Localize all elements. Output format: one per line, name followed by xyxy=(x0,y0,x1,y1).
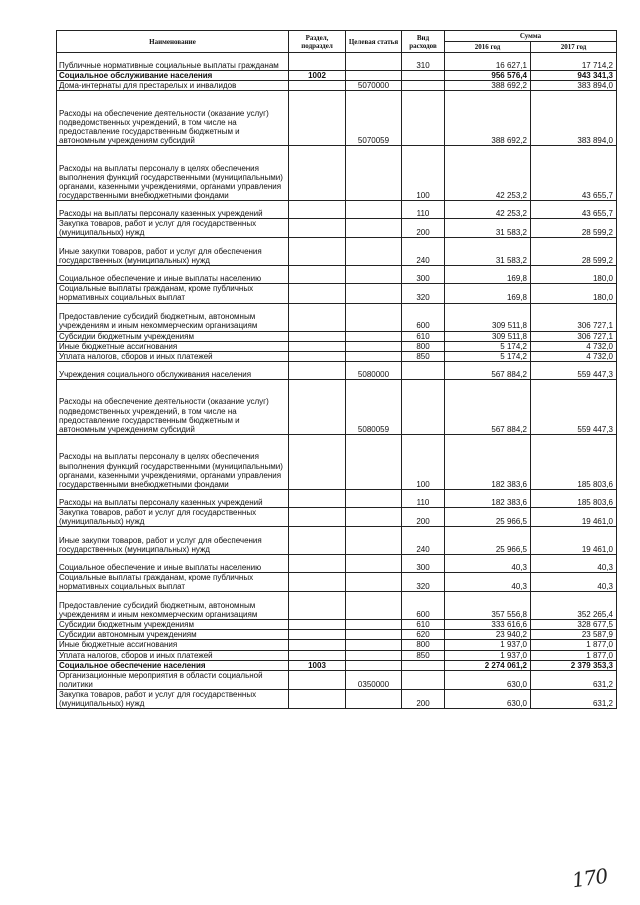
cell-name: Иные закупки товаров, работ и услуг для обеспечения государственных (муниципальных) нужд xyxy=(57,527,289,555)
cell-exp: 300 xyxy=(402,555,445,573)
cell-name: Закупка товаров, работ и услуг для государственных (муниципальных) нужд xyxy=(57,507,289,526)
table-row xyxy=(57,71,617,81)
cell-v1: 630,0 xyxy=(445,670,531,689)
table-row xyxy=(57,341,617,351)
cell-exp: 110 xyxy=(402,489,445,507)
cell-name: Закупка товаров, работ и услуг для государственных (муниципальных) нужд xyxy=(57,689,289,708)
cell-v2: 4 732,0 xyxy=(531,351,617,361)
table-row xyxy=(57,689,617,708)
cell-v2: 19 461,0 xyxy=(531,507,617,526)
cell-sec xyxy=(289,351,346,361)
cell-tgt: 5080059 xyxy=(346,379,402,434)
cell-v2: 40,3 xyxy=(531,555,617,573)
cell-sec xyxy=(289,434,346,489)
cell-tgt xyxy=(346,434,402,489)
cell-name: Субсидии бюджетным учреждениям xyxy=(57,331,289,341)
cell-v2: 180,0 xyxy=(531,266,617,284)
cell-tgt: 5080000 xyxy=(346,361,402,379)
cell-exp: 200 xyxy=(402,689,445,708)
header-expense: Вид расходов xyxy=(402,31,445,53)
cell-name: Публичные нормативные социальные выплаты гражданам xyxy=(57,53,289,71)
cell-name: Учреждения социального обслуживания населения xyxy=(57,361,289,379)
cell-sec xyxy=(289,303,346,331)
cell-v2: 559 447,3 xyxy=(531,379,617,434)
header-year-2017: 2017 год xyxy=(531,42,617,53)
cell-v1: 5 174,2 xyxy=(445,351,531,361)
cell-v1: 309 511,8 xyxy=(445,303,531,331)
table-body xyxy=(57,53,617,709)
cell-tgt xyxy=(346,592,402,620)
cell-v2: 43 655,7 xyxy=(531,146,617,201)
cell-tgt xyxy=(346,219,402,238)
cell-sec xyxy=(289,238,346,266)
table-row xyxy=(57,527,617,555)
cell-sec xyxy=(289,489,346,507)
cell-name: Социальные выплаты гражданам, кроме публичных нормативных социальных выплат xyxy=(57,284,289,303)
cell-exp: 850 xyxy=(402,351,445,361)
cell-tgt xyxy=(346,660,402,670)
table-row xyxy=(57,592,617,620)
cell-sec xyxy=(289,146,346,201)
cell-tgt xyxy=(346,71,402,81)
cell-v1: 40,3 xyxy=(445,555,531,573)
cell-v1: 567 884,2 xyxy=(445,379,531,434)
budget-document xyxy=(56,30,616,709)
cell-sec: 1002 xyxy=(289,71,346,81)
cell-v2: 185 803,6 xyxy=(531,489,617,507)
cell-tgt xyxy=(346,630,402,640)
cell-v2: 40,3 xyxy=(531,573,617,592)
cell-tgt xyxy=(346,266,402,284)
cell-name: Предоставление субсидий бюджетным, автономным учреждениям и иным некоммерческим организациям xyxy=(57,303,289,331)
cell-name: Расходы на выплаты персоналу казенных учреждений xyxy=(57,201,289,219)
cell-v1: 388 692,2 xyxy=(445,91,531,146)
cell-v1: 956 576,4 xyxy=(445,71,531,81)
cell-sec xyxy=(289,91,346,146)
cell-v2: 631,2 xyxy=(531,689,617,708)
cell-exp: 240 xyxy=(402,527,445,555)
cell-tgt xyxy=(346,573,402,592)
cell-sec xyxy=(289,284,346,303)
cell-v1: 630,0 xyxy=(445,689,531,708)
cell-v1: 182 383,6 xyxy=(445,434,531,489)
cell-exp: 600 xyxy=(402,303,445,331)
cell-exp: 620 xyxy=(402,630,445,640)
table-row xyxy=(57,238,617,266)
table-row xyxy=(57,201,617,219)
cell-v2: 185 803,6 xyxy=(531,434,617,489)
cell-v2: 28 599,2 xyxy=(531,238,617,266)
cell-exp xyxy=(402,670,445,689)
cell-sec xyxy=(289,555,346,573)
cell-v2: 180,0 xyxy=(531,284,617,303)
cell-v2: 19 461,0 xyxy=(531,527,617,555)
header-sum: Сумма xyxy=(445,31,617,42)
header-target: Целевая статья xyxy=(346,31,402,53)
cell-tgt xyxy=(346,507,402,526)
cell-tgt xyxy=(346,303,402,331)
cell-sec xyxy=(289,266,346,284)
cell-exp: 240 xyxy=(402,238,445,266)
table-row xyxy=(57,91,617,146)
cell-exp: 100 xyxy=(402,434,445,489)
cell-exp: 100 xyxy=(402,146,445,201)
cell-exp: 320 xyxy=(402,573,445,592)
cell-name: Уплата налогов, сборов и иных платежей xyxy=(57,351,289,361)
cell-exp: 310 xyxy=(402,53,445,71)
cell-sec xyxy=(289,592,346,620)
table-row xyxy=(57,331,617,341)
page-number: 170 xyxy=(570,863,609,893)
cell-v1: 567 884,2 xyxy=(445,361,531,379)
cell-exp: 200 xyxy=(402,219,445,238)
table-row xyxy=(57,620,617,630)
table-row xyxy=(57,379,617,434)
cell-v1: 42 253,2 xyxy=(445,146,531,201)
cell-tgt xyxy=(346,620,402,630)
table-row xyxy=(57,53,617,71)
cell-sec xyxy=(289,341,346,351)
cell-name: Закупка товаров, работ и услуг для государственных (муниципальных) нужд xyxy=(57,219,289,238)
cell-v1: 31 583,2 xyxy=(445,238,531,266)
table-row xyxy=(57,640,617,650)
cell-v2: 306 727,1 xyxy=(531,303,617,331)
cell-tgt: 5070000 xyxy=(346,81,402,91)
cell-exp xyxy=(402,660,445,670)
cell-tgt: 5070059 xyxy=(346,91,402,146)
table-row xyxy=(57,361,617,379)
cell-v1: 1 937,0 xyxy=(445,650,531,660)
table-row xyxy=(57,573,617,592)
cell-v1: 25 966,5 xyxy=(445,527,531,555)
cell-v2: 4 732,0 xyxy=(531,341,617,351)
cell-name: Расходы на обеспечение деятельности (оказание услуг) подведомственных учреждений, в том числе на предоставление государственным бюджетным и автономным учреждениям субсидий xyxy=(57,91,289,146)
cell-v2: 352 265,4 xyxy=(531,592,617,620)
cell-v1: 388 692,2 xyxy=(445,81,531,91)
cell-sec xyxy=(289,219,346,238)
cell-name: Субсидии бюджетным учреждениям xyxy=(57,620,289,630)
cell-name: Уплата налогов, сборов и иных платежей xyxy=(57,650,289,660)
cell-exp xyxy=(402,91,445,146)
table-row xyxy=(57,434,617,489)
cell-sec xyxy=(289,670,346,689)
cell-name: Организационные мероприятия в области социальной политики xyxy=(57,670,289,689)
cell-v1: 309 511,8 xyxy=(445,331,531,341)
cell-tgt xyxy=(346,640,402,650)
table-row xyxy=(57,146,617,201)
cell-sec xyxy=(289,620,346,630)
cell-v1: 23 940,2 xyxy=(445,630,531,640)
cell-tgt xyxy=(346,201,402,219)
cell-tgt xyxy=(346,689,402,708)
table-row xyxy=(57,303,617,331)
cell-v1: 31 583,2 xyxy=(445,219,531,238)
cell-tgt xyxy=(346,284,402,303)
cell-tgt xyxy=(346,650,402,660)
cell-v1: 169,8 xyxy=(445,284,531,303)
cell-sec xyxy=(289,361,346,379)
table-header xyxy=(57,31,617,53)
cell-sec xyxy=(289,507,346,526)
cell-sec xyxy=(289,81,346,91)
cell-v2: 631,2 xyxy=(531,670,617,689)
table-row xyxy=(57,351,617,361)
cell-tgt xyxy=(346,53,402,71)
cell-name: Иные бюджетные ассигнования xyxy=(57,341,289,351)
header-section: Раздел, подраздел xyxy=(289,31,346,53)
cell-v1: 2 274 061,2 xyxy=(445,660,531,670)
table-row xyxy=(57,219,617,238)
header-year-2016: 2016 год xyxy=(445,42,531,53)
cell-name: Социальное обеспечение населения xyxy=(57,660,289,670)
cell-sec xyxy=(289,630,346,640)
cell-sec xyxy=(289,201,346,219)
cell-name: Социальные выплаты гражданам, кроме публичных нормативных социальных выплат xyxy=(57,573,289,592)
cell-v1: 25 966,5 xyxy=(445,507,531,526)
table-row xyxy=(57,670,617,689)
cell-v2: 1 877,0 xyxy=(531,640,617,650)
cell-v1: 42 253,2 xyxy=(445,201,531,219)
cell-v2: 383 894,0 xyxy=(531,81,617,91)
cell-tgt xyxy=(346,489,402,507)
cell-v2: 17 714,2 xyxy=(531,53,617,71)
cell-exp: 610 xyxy=(402,620,445,630)
cell-v1: 357 556,8 xyxy=(445,592,531,620)
cell-name: Расходы на выплаты персоналу в целях обеспечения выполнения функций государственными (муниципальными) органами, казенными учреждениями, органами управления государственными внебюджетными фондами xyxy=(57,146,289,201)
cell-exp: 320 xyxy=(402,284,445,303)
cell-name: Расходы на выплаты персоналу в целях обеспечения выполнения функций государственными (муниципальными) органами, казенными учреждениями, органами управления государственными внебюджетными фондами xyxy=(57,434,289,489)
table-row xyxy=(57,555,617,573)
cell-name: Социальное обеспечение и иные выплаты населению xyxy=(57,555,289,573)
table-row xyxy=(57,660,617,670)
cell-v2: 1 877,0 xyxy=(531,650,617,660)
cell-v1: 182 383,6 xyxy=(445,489,531,507)
cell-v1: 40,3 xyxy=(445,573,531,592)
cell-v2: 306 727,1 xyxy=(531,331,617,341)
cell-exp: 200 xyxy=(402,507,445,526)
table-row xyxy=(57,507,617,526)
cell-sec: 1003 xyxy=(289,660,346,670)
cell-v2: 383 894,0 xyxy=(531,91,617,146)
cell-name: Иные бюджетные ассигнования xyxy=(57,640,289,650)
cell-exp: 800 xyxy=(402,341,445,351)
cell-tgt xyxy=(346,555,402,573)
cell-sec xyxy=(289,331,346,341)
cell-sec xyxy=(289,53,346,71)
cell-sec xyxy=(289,527,346,555)
cell-exp: 110 xyxy=(402,201,445,219)
cell-v2: 943 341,3 xyxy=(531,71,617,81)
cell-exp xyxy=(402,81,445,91)
cell-v1: 333 616,6 xyxy=(445,620,531,630)
cell-v2: 559 447,3 xyxy=(531,361,617,379)
cell-tgt xyxy=(346,341,402,351)
cell-v1: 169,8 xyxy=(445,266,531,284)
table-row xyxy=(57,284,617,303)
table-row xyxy=(57,630,617,640)
cell-sec xyxy=(289,573,346,592)
table-row xyxy=(57,650,617,660)
cell-name: Социальное обслуживание населения xyxy=(57,71,289,81)
cell-v2: 23 587,9 xyxy=(531,630,617,640)
cell-name: Предоставление субсидий бюджетным, автономным учреждениям и иным некоммерческим организациям xyxy=(57,592,289,620)
cell-exp xyxy=(402,71,445,81)
cell-sec xyxy=(289,640,346,650)
table-row xyxy=(57,81,617,91)
cell-tgt xyxy=(346,238,402,266)
cell-sec xyxy=(289,379,346,434)
cell-exp: 800 xyxy=(402,640,445,650)
cell-name: Иные закупки товаров, работ и услуг для обеспечения государственных (муниципальных) нужд xyxy=(57,238,289,266)
cell-name: Расходы на обеспечение деятельности (оказание услуг) подведомственных учреждений, в том числе на предоставление государственным бюджетным и автономным учреждениям субсидий xyxy=(57,379,289,434)
cell-exp xyxy=(402,361,445,379)
cell-tgt: 0350000 xyxy=(346,670,402,689)
cell-name: Субсидии автономным учреждениям xyxy=(57,630,289,640)
cell-v2: 28 599,2 xyxy=(531,219,617,238)
cell-v2: 328 677,5 xyxy=(531,620,617,630)
cell-tgt xyxy=(346,146,402,201)
cell-tgt xyxy=(346,351,402,361)
cell-name: Расходы на выплаты персоналу казенных учреждений xyxy=(57,489,289,507)
cell-v1: 1 937,0 xyxy=(445,640,531,650)
cell-exp: 850 xyxy=(402,650,445,660)
cell-v2: 2 379 353,3 xyxy=(531,660,617,670)
cell-exp: 300 xyxy=(402,266,445,284)
cell-name: Дома-интернаты для престарелых и инвалидов xyxy=(57,81,289,91)
cell-exp xyxy=(402,379,445,434)
cell-exp: 600 xyxy=(402,592,445,620)
cell-tgt xyxy=(346,331,402,341)
table-row xyxy=(57,266,617,284)
table-row xyxy=(57,489,617,507)
cell-name: Социальное обеспечение и иные выплаты населению xyxy=(57,266,289,284)
cell-v2: 43 655,7 xyxy=(531,201,617,219)
cell-exp: 610 xyxy=(402,331,445,341)
cell-tgt xyxy=(346,527,402,555)
cell-sec xyxy=(289,689,346,708)
budget-table xyxy=(56,30,617,709)
cell-v1: 16 627,1 xyxy=(445,53,531,71)
header-name: Наименование xyxy=(57,31,289,53)
cell-v1: 5 174,2 xyxy=(445,341,531,351)
cell-sec xyxy=(289,650,346,660)
